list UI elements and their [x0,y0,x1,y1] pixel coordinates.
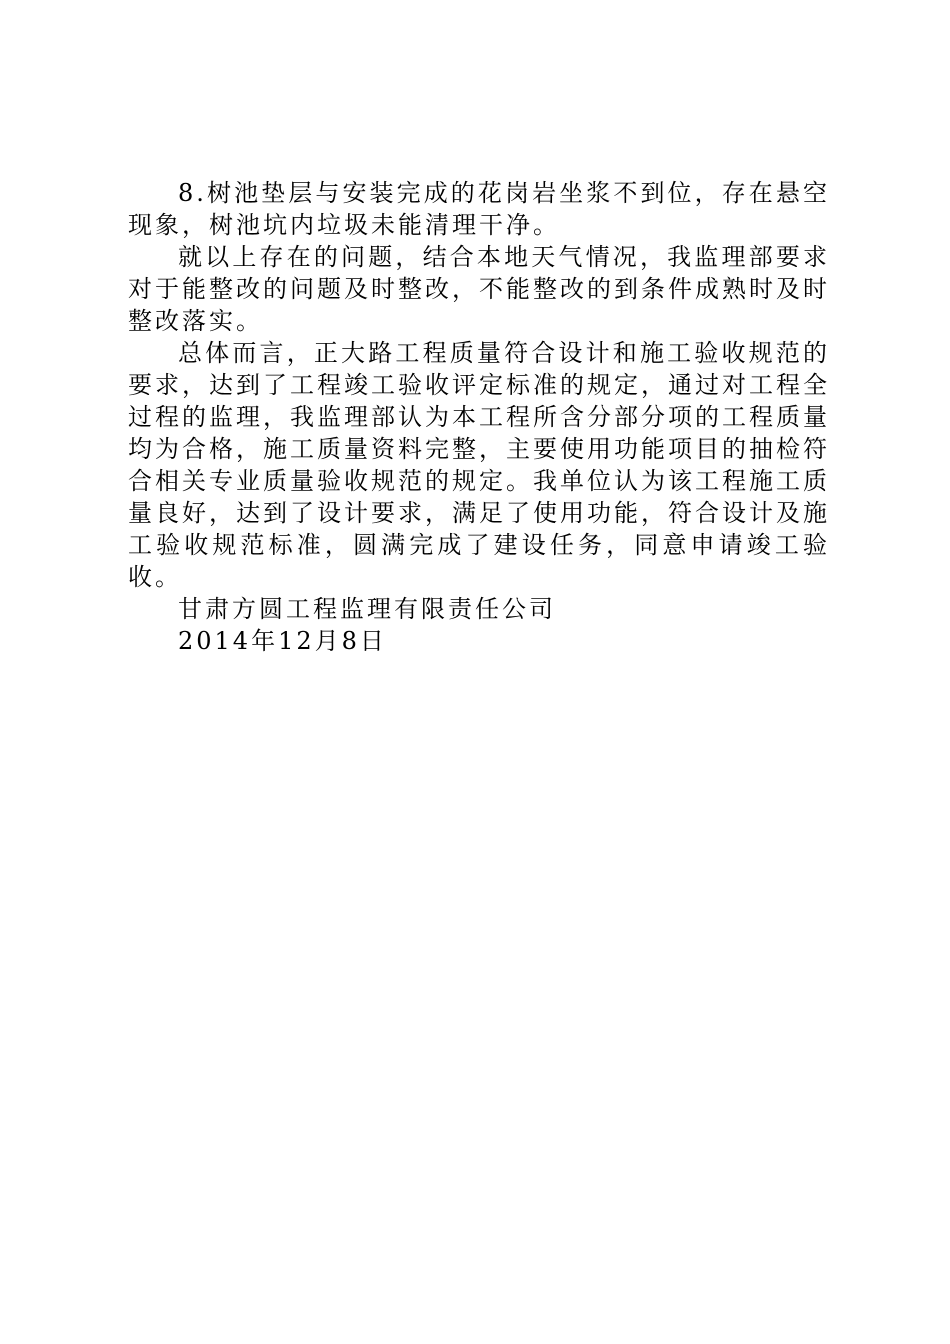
document-body [128,177,830,657]
paragraph-rectification: 就以上存在的问题，结合本地天气情况，我监理部要求对于能整改的问题及时整改，不能整改的到条件成熟时及时整改落实。 [128,243,830,335]
paragraph-conclusion: 总体而言，正大路工程质量符合设计和施工验收规范的要求，达到了工程竣工验收评定标准的规定，通过对工程全过程的监理，我监理部认为本工程所含分部分项的工程质量均为合格，施工质量资料完整，主要使用功能项目的抽检符合相关专业质量验收规范的规定。我单位认为该工程施工质量良好，达到了设计要求，满足了使用功能，符合设计及施工验收规范标准，圆满完成了建设任务，同意申请竣工验收。 [128,339,830,591]
paragraph-item-8: 8.树池垫层与安装完成的花岗岩坐浆不到位，存在悬空现象，树池坑内垃圾未能清理干净。 [128,179,830,239]
signature-company: 甘肃方圆工程监理有限责任公司 [178,595,556,623]
signature-date: 2014年12月8日 [178,627,387,655]
